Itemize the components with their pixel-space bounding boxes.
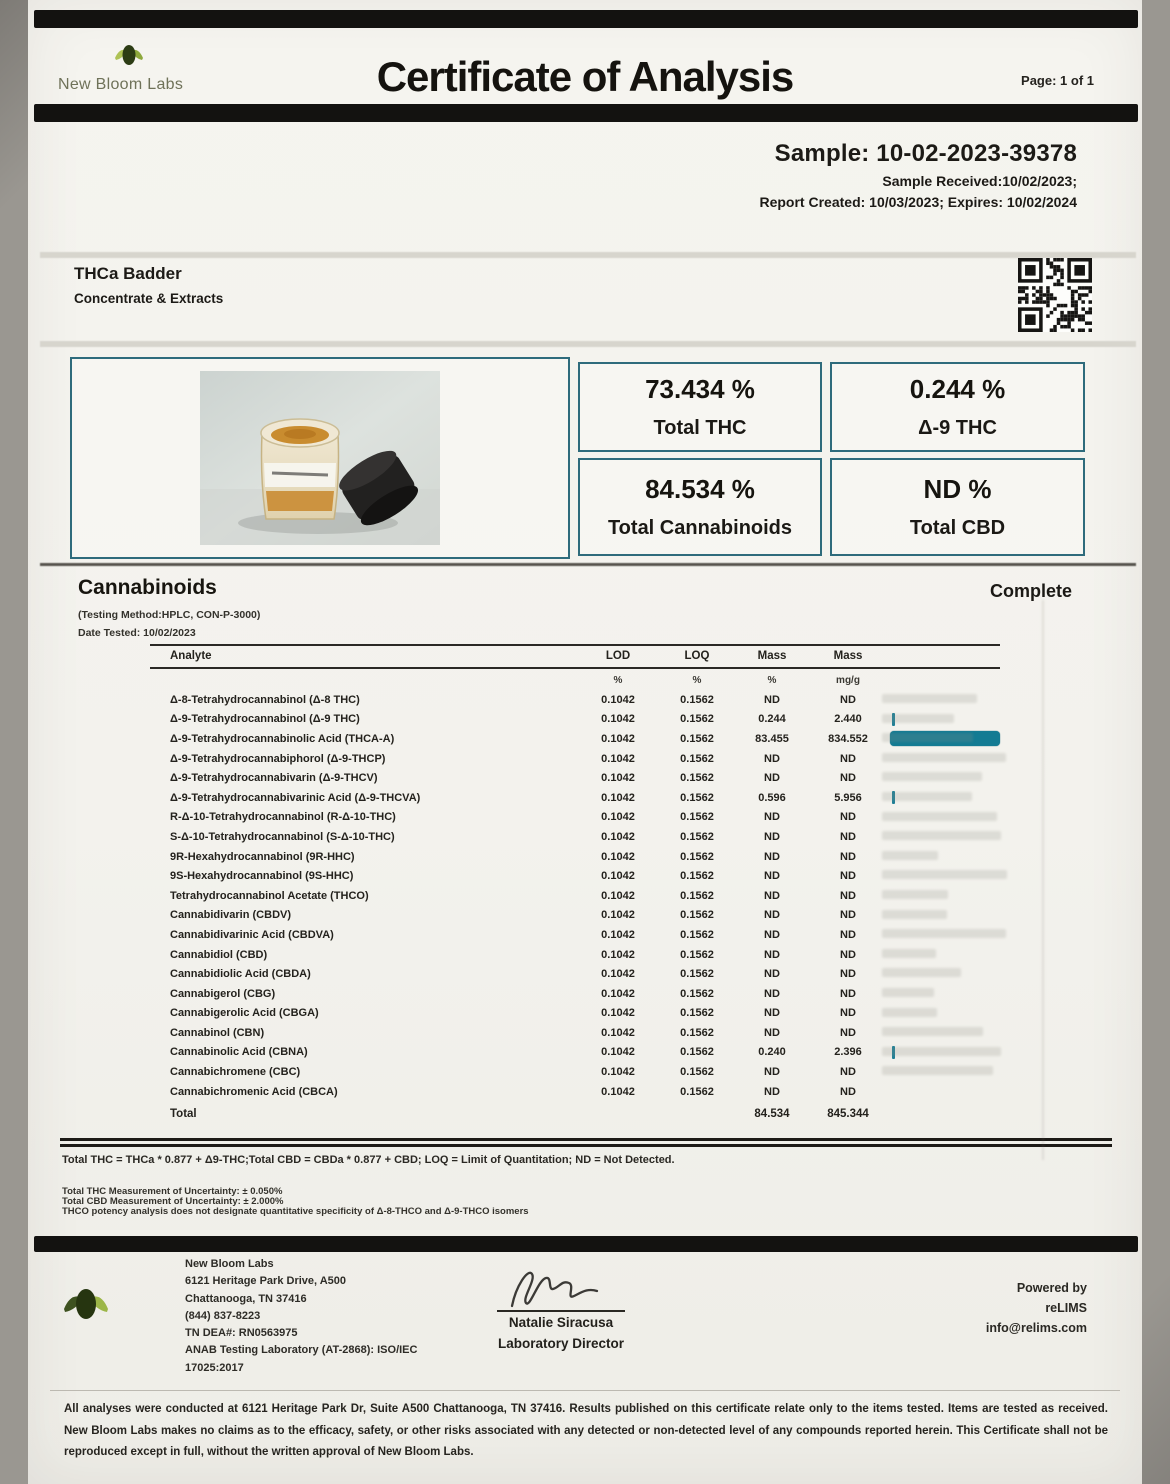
analyte-name: Cannabigerolic Acid (CBGA) — [170, 1007, 319, 1020]
analyte-name: 9S-Hexahydrocannabinol (9S-HHC) — [170, 870, 354, 883]
col-lod: LOD — [605, 650, 631, 662]
lod-value: 0.1042 — [601, 693, 635, 706]
document-title: Certificate of Analysis — [376, 53, 794, 100]
loq-value: 0.1562 — [680, 909, 714, 922]
table-row — [150, 808, 1000, 828]
disclaimer-text: All analyses were conducted at 6121 Heritage Park Dr, Suite A500 Chattanooga, TN 37416. Results published on this certificate relate only to the items tested. Items are tested as received. New Bloom Labs makes no claims as to the efficacy, safety, or other risks associated with any detected or non-detected level of any compounds reported herein. This Certificate shall not be reproduced except in full, without the written approval of New Bloom Labs. — [64, 1403, 1108, 1458]
mass-mgg-value: ND — [840, 850, 856, 863]
footnote-uncertainty-cbd: Total CBD Measurement of Uncertainty: ± 2.000% — [62, 1196, 284, 1207]
mass-mgg-value: ND — [840, 948, 856, 961]
analyte-name: Cannabinolic Acid (CBNA) — [170, 1046, 308, 1059]
loq-value: 0.1562 — [680, 948, 714, 961]
bleed-through-mark — [882, 851, 938, 860]
total-cannabinoids-box — [578, 458, 822, 556]
mass-mgg-value: ND — [840, 752, 856, 765]
table-row — [150, 729, 1000, 749]
table-row — [150, 749, 1000, 769]
analyte-name: Cannabigerol (CBG) — [170, 987, 276, 1000]
header-black-bar — [34, 104, 1138, 122]
loq-value: 0.1562 — [680, 928, 714, 941]
analyte-name: Cannabinol (CBN) — [170, 1026, 265, 1039]
loq-value: 0.1562 — [680, 693, 714, 706]
powered-by-label: Powered by — [1016, 1281, 1087, 1295]
mass-mgg-value: ND — [840, 928, 856, 941]
section-divider — [40, 563, 1136, 566]
lod-value: 0.1042 — [601, 811, 635, 824]
table-units-row — [150, 669, 1000, 690]
analyte-name: Δ-8-Tetrahydrocannabinol (Δ-8 THC) — [170, 693, 360, 706]
mass-mgg-value: 2.440 — [834, 713, 862, 726]
total-label: Total — [170, 1108, 197, 1121]
lab-line: ANAB Testing Laboratory (AT-2868): ISO/IEC — [185, 1344, 418, 1357]
mass-mgg-value: ND — [840, 870, 856, 883]
bleed-through-mark — [882, 910, 947, 919]
bleed-through-mark — [882, 694, 977, 703]
table-row — [150, 788, 1000, 808]
status-complete: Complete — [989, 581, 1072, 601]
analyte-name: Δ-9-Tetrahydrocannabivarin (Δ-9-THCV) — [170, 772, 378, 785]
lod-value: 0.1042 — [601, 909, 635, 922]
mass-pct-value: 0.244 — [758, 713, 786, 726]
table-bottom-rule — [60, 1138, 1112, 1141]
mass-mgg-value: ND — [840, 1066, 856, 1079]
mass-pct-value: ND — [764, 752, 780, 765]
table-total-row — [150, 1101, 1000, 1127]
bleed-through-mark — [882, 870, 1007, 879]
bleed-through-mark — [882, 714, 954, 723]
mass-mgg-value: ND — [840, 968, 856, 981]
bleed-through-mark — [882, 831, 1001, 840]
sample-received: Sample Received:10/02/2023; — [882, 173, 1077, 189]
product-category: Concentrate & Extracts — [74, 291, 224, 306]
mass-pct-value: 0.240 — [758, 1046, 786, 1059]
lod-value: 0.1042 — [601, 830, 635, 843]
bleed-through-mark — [882, 812, 997, 821]
total-cannabinoids-value: 84.534 % — [645, 474, 755, 504]
lod-value: 0.1042 — [601, 1085, 635, 1098]
bleed-through-mark — [882, 733, 973, 742]
lod-value: 0.1042 — [601, 928, 635, 941]
footnote-thco: THCO potency analysis does not designate quantitative specificity of Δ-8-THCO and Δ-9-THCO isomers — [62, 1206, 529, 1217]
table-row — [150, 710, 1000, 730]
loq-value: 0.1562 — [680, 889, 714, 902]
analyte-name: Δ-9-Tetrahydrocannabivarinic Acid (Δ-9-THCVA) — [170, 791, 421, 804]
cannabinoid-rows — [150, 690, 1000, 1101]
logo-text: New Bloom Labs — [58, 76, 184, 93]
bleed-through-mark — [882, 772, 982, 781]
qr-code — [1018, 258, 1092, 332]
lod-value: 0.1042 — [601, 948, 635, 961]
bleed-through-mark — [882, 753, 1006, 762]
loq-value: 0.1562 — [680, 1026, 714, 1039]
table-bottom-rule — [60, 1144, 1112, 1147]
footnote-uncertainty-thc: Total THC Measurement of Uncertainty: ± 0.050% — [62, 1186, 283, 1197]
mass-mgg-value: 2.396 — [834, 1046, 862, 1059]
bleed-through-mark — [882, 988, 934, 997]
analyte-name: Cannabichromene (CBC) — [170, 1066, 301, 1079]
total-mass-mgg: 845.344 — [827, 1108, 869, 1121]
table-row — [150, 1082, 1000, 1102]
lab-address-block — [185, 1256, 417, 1377]
mass-pct-value: ND — [764, 772, 780, 785]
mass-pct-value: ND — [764, 1066, 780, 1079]
table-row — [150, 1004, 1000, 1024]
powered-by-block — [986, 1278, 1087, 1338]
bleed-through-mark — [882, 968, 961, 977]
analyte-name: Δ-9-Tetrahydrocannabinolic Acid (THCA-A) — [170, 732, 395, 745]
mass-pct-value: ND — [764, 948, 780, 961]
lab-line: TN DEA#: RN0563975 — [185, 1327, 298, 1340]
lod-value: 0.1042 — [601, 870, 635, 883]
total-thc-value: 73.434 % — [645, 374, 755, 404]
date-tested: Date Tested: 10/02/2023 — [78, 627, 196, 639]
loq-value: 0.1562 — [680, 1066, 714, 1079]
mass-mgg-value: ND — [840, 1007, 856, 1020]
bleed-through-mark — [882, 949, 936, 958]
mass-mgg-value: ND — [840, 889, 856, 902]
table-row — [150, 690, 1000, 710]
analyte-name: 9R-Hexahydrocannabinol (9R-HHC) — [170, 850, 355, 863]
loq-value: 0.1562 — [680, 850, 714, 863]
loq-value: 0.1562 — [680, 870, 714, 883]
mass-mgg-value: ND — [840, 693, 856, 706]
table-row — [150, 1062, 1000, 1082]
footer-black-bar — [34, 1236, 1138, 1252]
analyte-name: Cannabidiolic Acid (CBDA) — [170, 968, 311, 981]
lod-value: 0.1042 — [601, 968, 635, 981]
total-mass-pct: 84.534 — [754, 1108, 790, 1121]
lod-value: 0.1042 — [601, 1046, 635, 1059]
cannabinoids-table — [150, 644, 1000, 1127]
product-photo — [200, 371, 440, 545]
unit-mass-mgg: mg/g — [836, 675, 860, 686]
lab-line: 6121 Heritage Park Drive, A500 — [185, 1275, 347, 1288]
disclaimer-top-rule — [50, 1390, 1120, 1391]
signatory-name: Natalie Siracusa — [508, 1315, 614, 1330]
table-row — [150, 964, 1000, 984]
lab-line: New Bloom Labs — [185, 1258, 274, 1270]
section-divider — [40, 252, 1136, 258]
sample-info-block — [759, 140, 1077, 210]
analyte-name: S-Δ-10-Tetrahydrocannabinol (S-Δ-10-THC) — [170, 830, 395, 843]
analyte-name: Cannabichromenic Acid (CBCA) — [170, 1085, 338, 1098]
delta9-thc-box — [830, 362, 1085, 452]
table-row — [150, 984, 1000, 1004]
lod-value: 0.1042 — [601, 1066, 635, 1079]
signatory-title: Laboratory Director — [497, 1336, 625, 1351]
mass-pct-value: ND — [764, 889, 780, 902]
table-header-row — [150, 644, 1000, 669]
testing-method: (Testing Method:HPLC, CON-P-3000) — [78, 609, 261, 621]
unit-mass-pct: % — [767, 675, 777, 686]
analyte-name: Δ-9-Tetrahydrocannabinol (Δ-9 THC) — [170, 713, 360, 726]
relims-label: reLIMS — [1045, 1301, 1087, 1315]
mass-pct-value: 83.455 — [755, 732, 789, 745]
col-mass-pct: Mass — [757, 650, 787, 662]
loq-value: 0.1562 — [680, 1046, 714, 1059]
mass-pct-value: ND — [764, 1026, 780, 1039]
lod-value: 0.1042 — [601, 752, 635, 765]
product-photo-box — [70, 357, 570, 559]
lod-value: 0.1042 — [601, 850, 635, 863]
lod-value: 0.1042 — [601, 987, 635, 1000]
report-created-expires: Report Created: 10/03/2023; Expires: 10/02/2024 — [759, 194, 1077, 210]
total-cannabinoids-label: Total Cannabinoids — [607, 517, 793, 539]
table-row — [150, 1023, 1000, 1043]
mass-pct-value: ND — [764, 1085, 780, 1098]
bleed-through-mark — [882, 1027, 983, 1036]
lod-value: 0.1042 — [601, 713, 635, 726]
mass-mgg-value: ND — [840, 1085, 856, 1098]
loq-value: 0.1562 — [680, 1007, 714, 1020]
relims-email: info@relims.com — [985, 1321, 1087, 1335]
loq-value: 0.1562 — [680, 713, 714, 726]
mass-mgg-value: ND — [840, 909, 856, 922]
sample-id: Sample: 10-02-2023-39378 — [774, 140, 1077, 167]
lod-value: 0.1042 — [601, 791, 635, 804]
mass-mgg-value: ND — [840, 987, 856, 1000]
mass-pct-value: ND — [764, 693, 780, 706]
total-thc-label: Total THC — [653, 417, 747, 439]
col-mass-mgg: Mass — [833, 650, 863, 662]
mass-pct-value: ND — [764, 909, 780, 922]
loq-value: 0.1562 — [680, 968, 714, 981]
delta9-thc-label: Δ-9 THC — [918, 417, 997, 439]
loq-value: 0.1562 — [680, 772, 714, 785]
mass-pct-value: ND — [764, 1007, 780, 1020]
lod-value: 0.1042 — [601, 732, 635, 745]
table-row — [150, 768, 1000, 788]
mass-pct-value: ND — [764, 850, 780, 863]
lod-value: 0.1042 — [601, 1026, 635, 1039]
signature-line — [497, 1310, 625, 1312]
analyte-name: R-Δ-10-Tetrahydrocannabinol (R-Δ-10-THC) — [170, 811, 396, 824]
top-black-bar — [34, 10, 1138, 28]
bleed-through-mark — [882, 1047, 1001, 1056]
total-thc-box — [578, 362, 822, 452]
unit-loq: % — [692, 675, 702, 686]
mass-pct-value: ND — [764, 870, 780, 883]
col-analyte: Analyte — [170, 650, 212, 662]
loq-value: 0.1562 — [680, 811, 714, 824]
mass-pct-value: ND — [764, 811, 780, 824]
loq-value: 0.1562 — [680, 987, 714, 1000]
page-number-label: Page: 1 of 1 — [1021, 73, 1094, 88]
analyte-name: Cannabidiol (CBD) — [170, 948, 268, 961]
loq-value: 0.1562 — [680, 830, 714, 843]
table-row — [150, 925, 1000, 945]
mass-pct-value: 0.596 — [758, 791, 786, 804]
mass-pct-value: ND — [764, 830, 780, 843]
table-row — [150, 1043, 1000, 1063]
footnote-formula: Total THC = THCa * 0.877 + Δ9-THC;Total CBD = CBDa * 0.877 + CBD; LOQ = Limit of Quantitation; ND = Not Detected. — [62, 1154, 675, 1166]
bleed-through-mark — [882, 1066, 993, 1075]
loq-value: 0.1562 — [680, 752, 714, 765]
bleed-through-mark — [882, 1008, 937, 1017]
mass-mgg-value: 5.956 — [834, 791, 862, 804]
lab-line: Chattanooga, TN 37416 — [185, 1292, 307, 1305]
analyte-name: Cannabidivarin (CBDV) — [170, 909, 292, 922]
table-row — [150, 906, 1000, 926]
analyte-name: Δ-9-Tetrahydrocannabiphorol (Δ-9-THCP) — [170, 752, 386, 765]
lod-value: 0.1042 — [601, 889, 635, 902]
table-row — [150, 866, 1000, 886]
lod-value: 0.1042 — [601, 772, 635, 785]
mass-mgg-value: ND — [840, 830, 856, 843]
table-row — [150, 886, 1000, 906]
total-cbd-value: ND % — [923, 474, 992, 504]
mass-pct-value: ND — [764, 968, 780, 981]
section-divider — [40, 341, 1136, 347]
loq-value: 0.1562 — [680, 732, 714, 745]
table-row — [150, 827, 1000, 847]
mass-mgg-value: ND — [840, 1026, 856, 1039]
unit-lod: % — [613, 675, 623, 686]
lab-line: (844) 837-8223 — [185, 1309, 261, 1322]
lod-value: 0.1042 — [601, 1007, 635, 1020]
bleed-through-mark — [882, 929, 1006, 938]
col-loq: LOQ — [684, 650, 710, 662]
table-row — [150, 847, 1000, 867]
bleed-through-mark — [882, 792, 972, 801]
loq-value: 0.1562 — [680, 1085, 714, 1098]
lab-line: 17025:2017 — [185, 1361, 244, 1374]
product-name: THCa Badder — [74, 264, 182, 283]
mass-mgg-value: ND — [840, 772, 856, 785]
cannabinoids-section-title: Cannabinoids — [78, 576, 217, 599]
analyte-name: Cannabidivarinic Acid (CBDVA) — [170, 928, 334, 941]
page-bleed-through — [882, 694, 1012, 1086]
loq-value: 0.1562 — [680, 791, 714, 804]
bleed-through-mark — [882, 890, 948, 899]
new-bloom-labs-footer-logo-icon — [60, 1284, 112, 1335]
mass-pct-value: ND — [764, 987, 780, 1000]
analyte-name: Tetrahydrocannabinol Acetate (THCO) — [170, 889, 369, 902]
mass-pct-value: ND — [764, 928, 780, 941]
total-cbd-label: Total CBD — [909, 517, 1006, 539]
delta9-thc-value: 0.244 % — [909, 374, 1006, 404]
paper-crease — [1042, 600, 1044, 1160]
total-cbd-box — [830, 458, 1085, 556]
mass-mgg-value: ND — [840, 811, 856, 824]
mass-mgg-value: 834.552 — [828, 732, 868, 745]
table-row — [150, 945, 1000, 965]
